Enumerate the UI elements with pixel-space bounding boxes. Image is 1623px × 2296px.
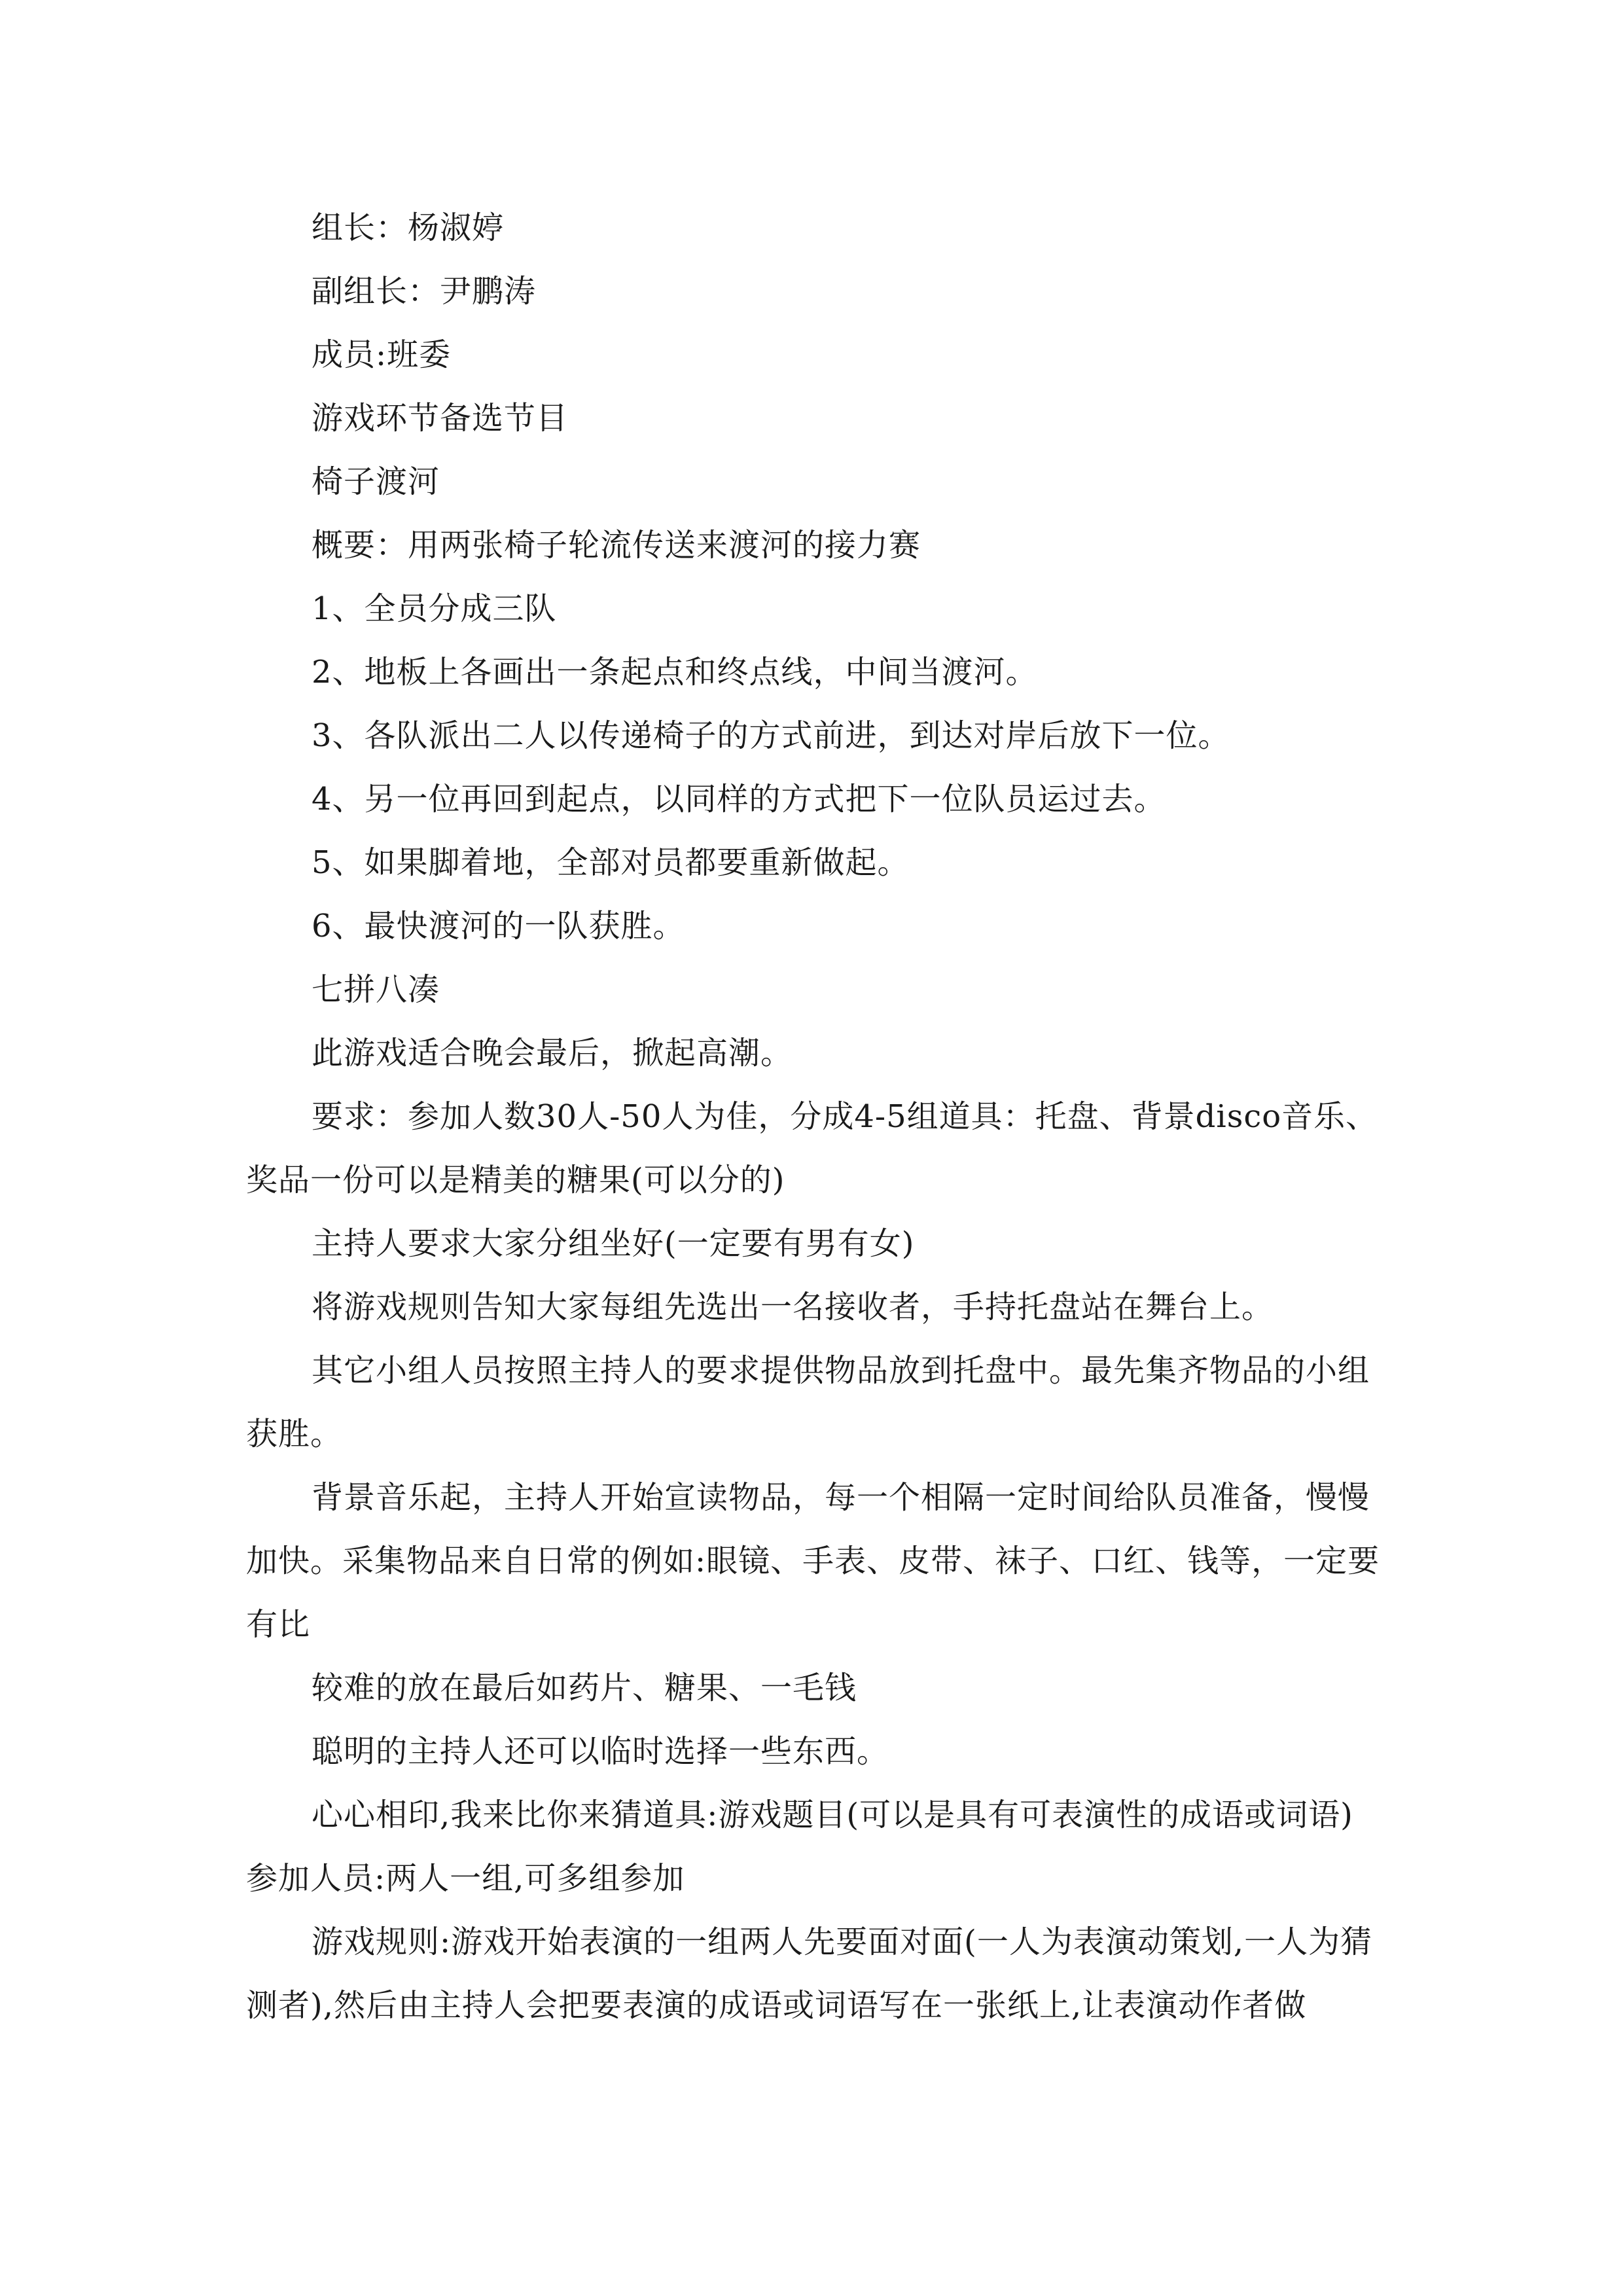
- paragraph-rule-1: 1、全员分成三队: [312, 590, 557, 627]
- paragraph-game-chair-river-summary: 概要：用两张椅子轮流传送来渡河的接力赛: [312, 527, 921, 564]
- paragraph-game-section-heading: 游戏环节备选节目: [312, 400, 569, 437]
- paragraph-game-qipinbacou-difficult-items: 较难的放在最后如药片、糖果、一毛钱: [312, 1670, 857, 1706]
- paragraph-members: 成员:班委: [312, 336, 452, 373]
- paragraph-rule-6: 6、最快渡河的一队获胜。: [312, 908, 685, 944]
- paragraph-game-chair-river-title: 椅子渡河: [312, 463, 440, 500]
- paragraph-rule-4: 4、另一位再回到起点，以同样的方式把下一位队员运过去。: [312, 781, 1166, 817]
- paragraph-rule-3: 3、各队派出二人以传递椅子的方式前进，到达对岸后放下一位。: [312, 717, 1230, 754]
- paragraph-game-qipinbacou-requirements: 要求：参加人数30人-50人为佳，分成4-5组道具：托盘、背景disco音乐、奖品一份可以是精美的糖果(可以分的): [246, 1098, 1378, 1198]
- paragraph-rule-5: 5、如果脚着地，全部对员都要重新做起。: [312, 844, 910, 881]
- paragraph-game-qipinbacou-title: 七拼八凑: [312, 971, 440, 1008]
- paragraph-game-qipinbacou-host-tip: 聪明的主持人还可以临时选择一些东西。: [312, 1733, 889, 1770]
- paragraph-rule-2: 2、地板上各画出一条起点和终点线，中间当渡河。: [312, 654, 1038, 691]
- paragraph-game-qipinbacou-process: 背景音乐起，主持人开始宣读物品，每一个相隔一定时间给队员准备，慢慢加快。采集物品来自日常的例如:眼镜、手表、皮带、袜子、口红、钱等，一定要有比: [246, 1479, 1380, 1643]
- paragraph-game-qipinbacou-winning: 其它小组人员按照主持人的要求提供物品放到托盘中。最先集齐物品的小组获胜。: [246, 1352, 1370, 1452]
- paragraph-team-leader: 组长：杨淑婷: [312, 209, 505, 246]
- paragraph-game-qipinbacou-intro: 此游戏适合晚会最后，掀起高潮。: [312, 1035, 793, 1071]
- paragraph-deputy-leader: 副组长：尹鹏涛: [312, 273, 537, 310]
- paragraph-game-qipinbacou-receiver: 将游戏规则告知大家每组先选出一名接收者，手持托盘站在舞台上。: [312, 1289, 1274, 1325]
- document-body: [246, 196, 1385, 2037]
- paragraph-game-xinxinxiangyin-rules: 游戏规则:游戏开始表演的一组两人先要面对面(一人为表演动策划,一人为猜测者),然后由主持人会把要表演的成语或词语写在一张纸上,让表演动作者做: [246, 1924, 1373, 2024]
- paragraph-game-qipinbacou-seating: 主持人要求大家分组坐好(一定要有男有女): [312, 1225, 915, 1262]
- paragraph-game-xinxinxiangyin-intro: 心心相印,我来比你来猜道具:游戏题目(可以是具有可表演性的成语或词语)参加人员:两人一组,可多组参加: [246, 1797, 1353, 1897]
